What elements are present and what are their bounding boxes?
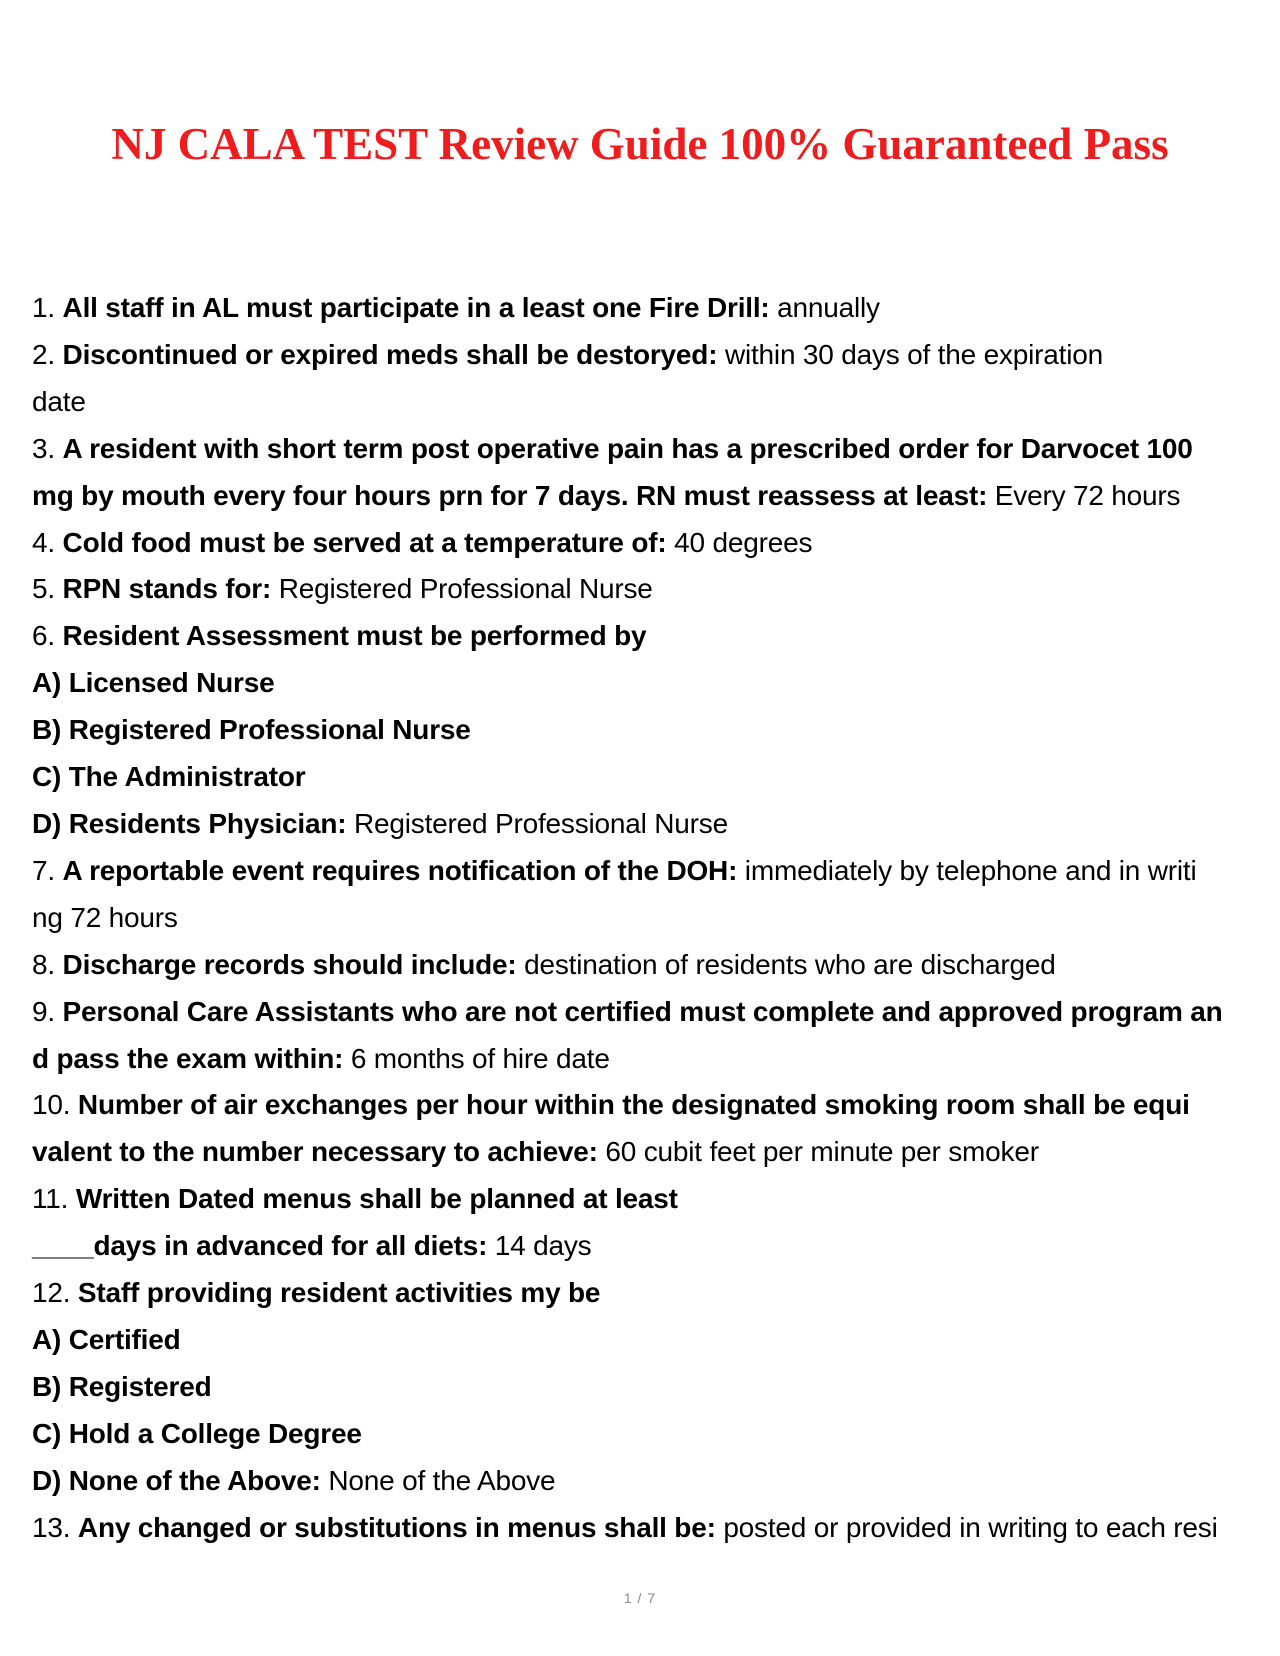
option-letter: A) [32,667,62,699]
question-text: Registered Professional Nurse [68,714,471,746]
question-line [32,1364,1252,1411]
page-title: NJ CALA TEST Review Guide 100% Guaranteed Pass [111,119,1169,169]
question-text: Number of air exchanges per hour within the designated smoking room shall be equi [77,1089,1190,1121]
question-line [32,1176,1252,1223]
question-text: Discontinued or expired meds shall be destoryed: [62,338,718,370]
question-number: 7. [32,854,55,886]
answer-text: Registered Professional Nurse [354,807,728,839]
question-list [32,285,1252,1551]
question-number: 8. [32,948,55,980]
question-number: 3. [32,432,55,464]
question-line [32,1129,1252,1176]
answer-text: Registered Professional Nurse [278,573,653,605]
option-letter: B) [32,1370,62,1402]
question-line [32,332,1252,379]
question-line [32,613,1252,660]
question-text: Certified [68,1323,181,1355]
question-line [32,895,1252,942]
question-line [32,1317,1252,1364]
question-number: 12. [32,1277,71,1309]
question-text: Discharge records should include: [62,948,517,980]
question-line [32,707,1252,754]
question-text: ____days in advanced for all diets: [32,1230,488,1262]
question-number: 11. [32,1183,69,1215]
answer-text: annually [777,292,880,323]
question-line [32,1223,1252,1270]
question-number: 1. [32,292,55,323]
answer-text: 6 months of hire date [350,1042,610,1074]
question-line [32,285,1252,332]
answer-text: within 30 days of the expiration [724,338,1103,370]
answer-text: ng 72 hours [32,901,178,933]
question-line [32,1505,1252,1552]
answer-text: date [32,385,86,417]
option-letter: C) [32,1417,62,1449]
question-line [32,520,1252,567]
answer-text: None of the Above [328,1464,556,1496]
question-text: All staff in AL must participate in a least one Fire Drill: [62,292,770,323]
question-text: Licensed Nurse [68,667,275,699]
question-line [32,942,1252,989]
question-text: RPN stands for: [62,573,272,605]
question-text: The Administrator [68,761,306,793]
question-line [32,379,1252,426]
question-text: Hold a College Degree [68,1417,362,1449]
answer-text: immediately by telephone and in writi [744,854,1197,886]
question-text: Resident Assessment must be performed by [62,620,647,652]
option-letter: D) [32,1464,62,1496]
question-line [32,473,1252,520]
page-number: 1 / 7 [623,1590,657,1606]
question-number: 5. [32,573,55,605]
question-text: None of the Above: [68,1464,321,1496]
answer-text: destination of residents who are discharged [524,948,1056,980]
question-line [32,660,1252,707]
question-number: 9. [32,995,55,1027]
question-line [32,754,1252,801]
question-text: Personal Care Assistants who are not certified must complete and approved program an [62,995,1223,1027]
answer-text: 14 days [494,1230,592,1262]
question-text: mg by mouth every four hours prn for 7 days. RN must reassess at least: [32,479,988,511]
question-line [32,801,1252,848]
question-line [32,1411,1252,1458]
question-number: 13. [32,1511,71,1543]
question-text: A resident with short term post operative pain has a prescribed order for Darvocet 100 [62,432,1193,464]
question-text: A reportable event requires notification of the DOH: [62,854,738,886]
question-line [32,426,1252,473]
question-line [32,1036,1252,1083]
question-number: 6. [32,620,55,652]
question-text: Residents Physician: [68,807,347,839]
question-number: 4. [32,526,55,558]
question-text: Cold food must be served at a temperature of: [62,526,667,558]
option-letter: C) [32,761,62,793]
question-text: Staff providing resident activities my be [77,1277,601,1309]
question-line [32,1082,1252,1129]
question-text: Any changed or substitutions in menus shall be: [77,1511,716,1543]
question-number: 2. [32,338,55,370]
option-letter: A) [32,1323,62,1355]
question-line [32,566,1252,613]
option-letter: B) [32,714,62,746]
question-line [32,989,1252,1036]
question-line [32,848,1252,895]
answer-text: Every 72 hours [994,479,1181,511]
question-number: 10. [32,1089,71,1121]
answer-text: 40 degrees [674,526,813,558]
option-letter: D) [32,807,62,839]
question-text: d pass the exam within: [32,1042,344,1074]
question-text: Written Dated menus shall be planned at least [75,1183,678,1215]
question-text: valent to the number necessary to achieve: [32,1136,598,1168]
answer-text: posted or provided in writing to each resi [723,1511,1218,1543]
answer-text: 60 cubit feet per minute per smoker [605,1136,1039,1168]
question-line [32,1270,1252,1317]
question-line [32,1458,1252,1505]
question-text: Registered [68,1370,212,1402]
